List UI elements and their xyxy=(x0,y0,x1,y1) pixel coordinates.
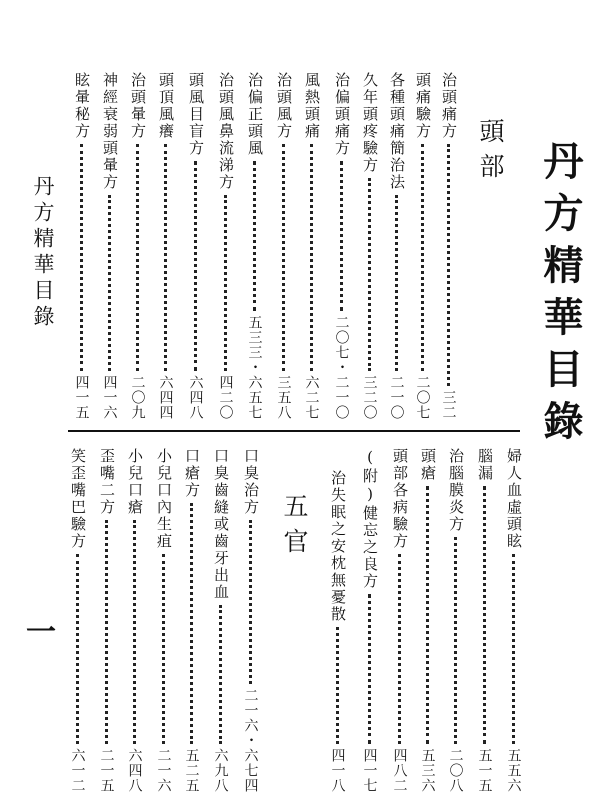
entry-page: 五三三・六五七 xyxy=(246,315,263,420)
dot-leader xyxy=(249,520,252,684)
dot-leader xyxy=(80,144,83,371)
entry-title: 頭部各病驗方 xyxy=(391,448,409,550)
toc-entry[interactable] xyxy=(218,72,233,420)
entry-title: 小兒口內生疽 xyxy=(155,448,173,550)
entry-title: 治頭暈方 xyxy=(129,72,147,140)
dot-leader xyxy=(368,594,371,744)
dot-leader xyxy=(395,195,398,371)
dot-leader xyxy=(194,161,197,371)
dot-leader xyxy=(454,537,457,744)
toc-entry[interactable] xyxy=(276,72,291,420)
toc-entry[interactable] xyxy=(506,448,521,793)
page-number: 一 xyxy=(26,615,56,650)
entry-title: 笑歪嘴巴驗方 xyxy=(69,448,87,550)
toc-entry[interactable] xyxy=(304,72,319,420)
toc-entry[interactable] xyxy=(247,72,262,420)
entry-title: 頭瘡 xyxy=(419,448,437,482)
section-divider xyxy=(68,430,520,432)
entry-page: 六四八 xyxy=(126,748,143,793)
dot-leader xyxy=(219,605,222,744)
section-heading-five-senses: 五官 xyxy=(280,493,309,563)
dot-leader xyxy=(164,144,167,371)
entry-page: 五二五 xyxy=(183,748,200,793)
entry-title: 各種頭痛簡治法 xyxy=(388,72,406,191)
entry-page: 六四四 xyxy=(157,375,174,420)
toc-entry[interactable] xyxy=(420,448,435,793)
toc-entry[interactable] xyxy=(130,72,145,420)
toc-entry[interactable] xyxy=(243,448,258,793)
dot-leader xyxy=(368,178,371,371)
toc-entry[interactable] xyxy=(362,448,377,793)
entry-page: 二〇九 xyxy=(129,375,146,420)
entry-title: 治頭痛方 xyxy=(440,72,458,140)
entry-page: 六二七 xyxy=(303,375,320,420)
entry-title: 小兒口瘡 xyxy=(126,448,144,516)
dot-leader xyxy=(190,503,193,744)
dot-leader xyxy=(421,144,424,371)
toc-entry[interactable] xyxy=(415,72,430,420)
dot-leader xyxy=(282,144,285,371)
entry-page: 二〇八 xyxy=(447,748,464,793)
running-head: 丹方精華目錄 xyxy=(31,175,55,331)
entry-title: 治失眠之安枕無憂散 xyxy=(329,470,347,623)
dot-leader xyxy=(224,195,227,371)
entry-title: 神經衰弱頭暈方 xyxy=(101,72,119,191)
toc-entry[interactable] xyxy=(334,72,349,420)
entry-title: (附)健忘之良方 xyxy=(361,448,379,590)
toc-entry[interactable] xyxy=(389,72,404,420)
entry-page: 四二〇 xyxy=(217,375,234,420)
entry-title: 風熱頭痛 xyxy=(303,72,321,140)
entry-page: 二一五 xyxy=(98,748,115,793)
toc-entry[interactable] xyxy=(362,72,377,420)
toc-entry[interactable] xyxy=(184,448,199,793)
entry-title: 歪嘴二方 xyxy=(98,448,116,516)
entry-title: 婦人血虛頭眩 xyxy=(505,448,523,550)
entry-page: 四八二 xyxy=(391,748,408,793)
entry-page: 五一五 xyxy=(476,748,493,793)
entry-title: 頭頂風癢 xyxy=(157,72,175,140)
dot-leader xyxy=(426,486,429,744)
dot-leader xyxy=(398,554,401,744)
entry-page: 二〇七 xyxy=(414,375,431,420)
entry-page: 三二 xyxy=(440,390,457,420)
entry-title: 口臭齒縫或齒牙出血 xyxy=(212,448,230,601)
toc-entry[interactable] xyxy=(74,72,89,420)
toc-entry[interactable] xyxy=(99,448,114,793)
entry-page: 三二〇 xyxy=(361,375,378,420)
entry-title: 治頭風鼻流涕方 xyxy=(217,72,235,191)
toc-entry[interactable] xyxy=(441,72,456,420)
toc-entry[interactable] xyxy=(213,448,228,793)
dot-leader xyxy=(512,554,515,744)
entry-title: 治偏正頭風 xyxy=(246,72,264,157)
dot-leader xyxy=(336,627,339,744)
toc-entry[interactable] xyxy=(477,448,492,793)
entry-title: 口瘡方 xyxy=(183,448,201,499)
dot-leader xyxy=(447,144,450,386)
entry-title: 治偏頭痛方 xyxy=(333,72,351,157)
entry-title: 腦漏 xyxy=(476,448,494,482)
toc-entry[interactable] xyxy=(448,448,463,793)
entry-page: 二一〇 xyxy=(388,375,405,420)
main-title: 丹方精華目錄 xyxy=(537,140,584,452)
entry-page: 四一六 xyxy=(101,375,118,420)
dot-leader xyxy=(105,520,108,744)
entry-page: 四一五 xyxy=(73,375,90,420)
dot-leader xyxy=(253,161,256,311)
entry-page: 二一六 xyxy=(155,748,172,793)
section-heading-head: 頭部 xyxy=(476,118,505,188)
toc-entry[interactable] xyxy=(156,448,171,793)
toc-entry[interactable] xyxy=(330,470,345,793)
dot-leader xyxy=(108,195,111,371)
toc-entry[interactable] xyxy=(158,72,173,420)
dot-leader xyxy=(76,554,79,744)
entry-page: 三五八 xyxy=(275,375,292,420)
toc-entry[interactable] xyxy=(102,72,117,420)
entry-title: 頭痛驗方 xyxy=(414,72,432,140)
toc-entry[interactable] xyxy=(188,72,203,420)
toc-entry[interactable] xyxy=(392,448,407,793)
entry-page: 六一二 xyxy=(69,748,86,793)
entry-page: 五三六 xyxy=(419,748,436,793)
toc-entry[interactable] xyxy=(127,448,142,793)
dot-leader xyxy=(340,161,343,311)
dot-leader xyxy=(136,144,139,371)
entry-page: 六四八 xyxy=(187,375,204,420)
dot-leader xyxy=(162,554,165,744)
dot-leader xyxy=(310,144,313,371)
entry-page: 二一六・六七四 xyxy=(242,688,259,793)
dot-leader xyxy=(133,520,136,744)
entry-page: 六九八 xyxy=(212,748,229,793)
entry-page: 二〇七・二一〇 xyxy=(333,315,350,420)
entry-page: 五五六 xyxy=(505,748,522,793)
entry-title: 眩暈秘方 xyxy=(73,72,91,140)
entry-title: 久年頭疼驗方 xyxy=(361,72,379,174)
entry-page: 四一八 xyxy=(329,748,346,793)
entry-title: 口臭治方 xyxy=(242,448,260,516)
entry-title: 治腦膜炎方 xyxy=(447,448,465,533)
entry-page: 四一七 xyxy=(361,748,378,793)
entry-title: 治頭風方 xyxy=(275,72,293,140)
dot-leader xyxy=(483,486,486,744)
entry-title: 頭風目盲方 xyxy=(187,72,205,157)
toc-entry[interactable] xyxy=(70,448,85,793)
